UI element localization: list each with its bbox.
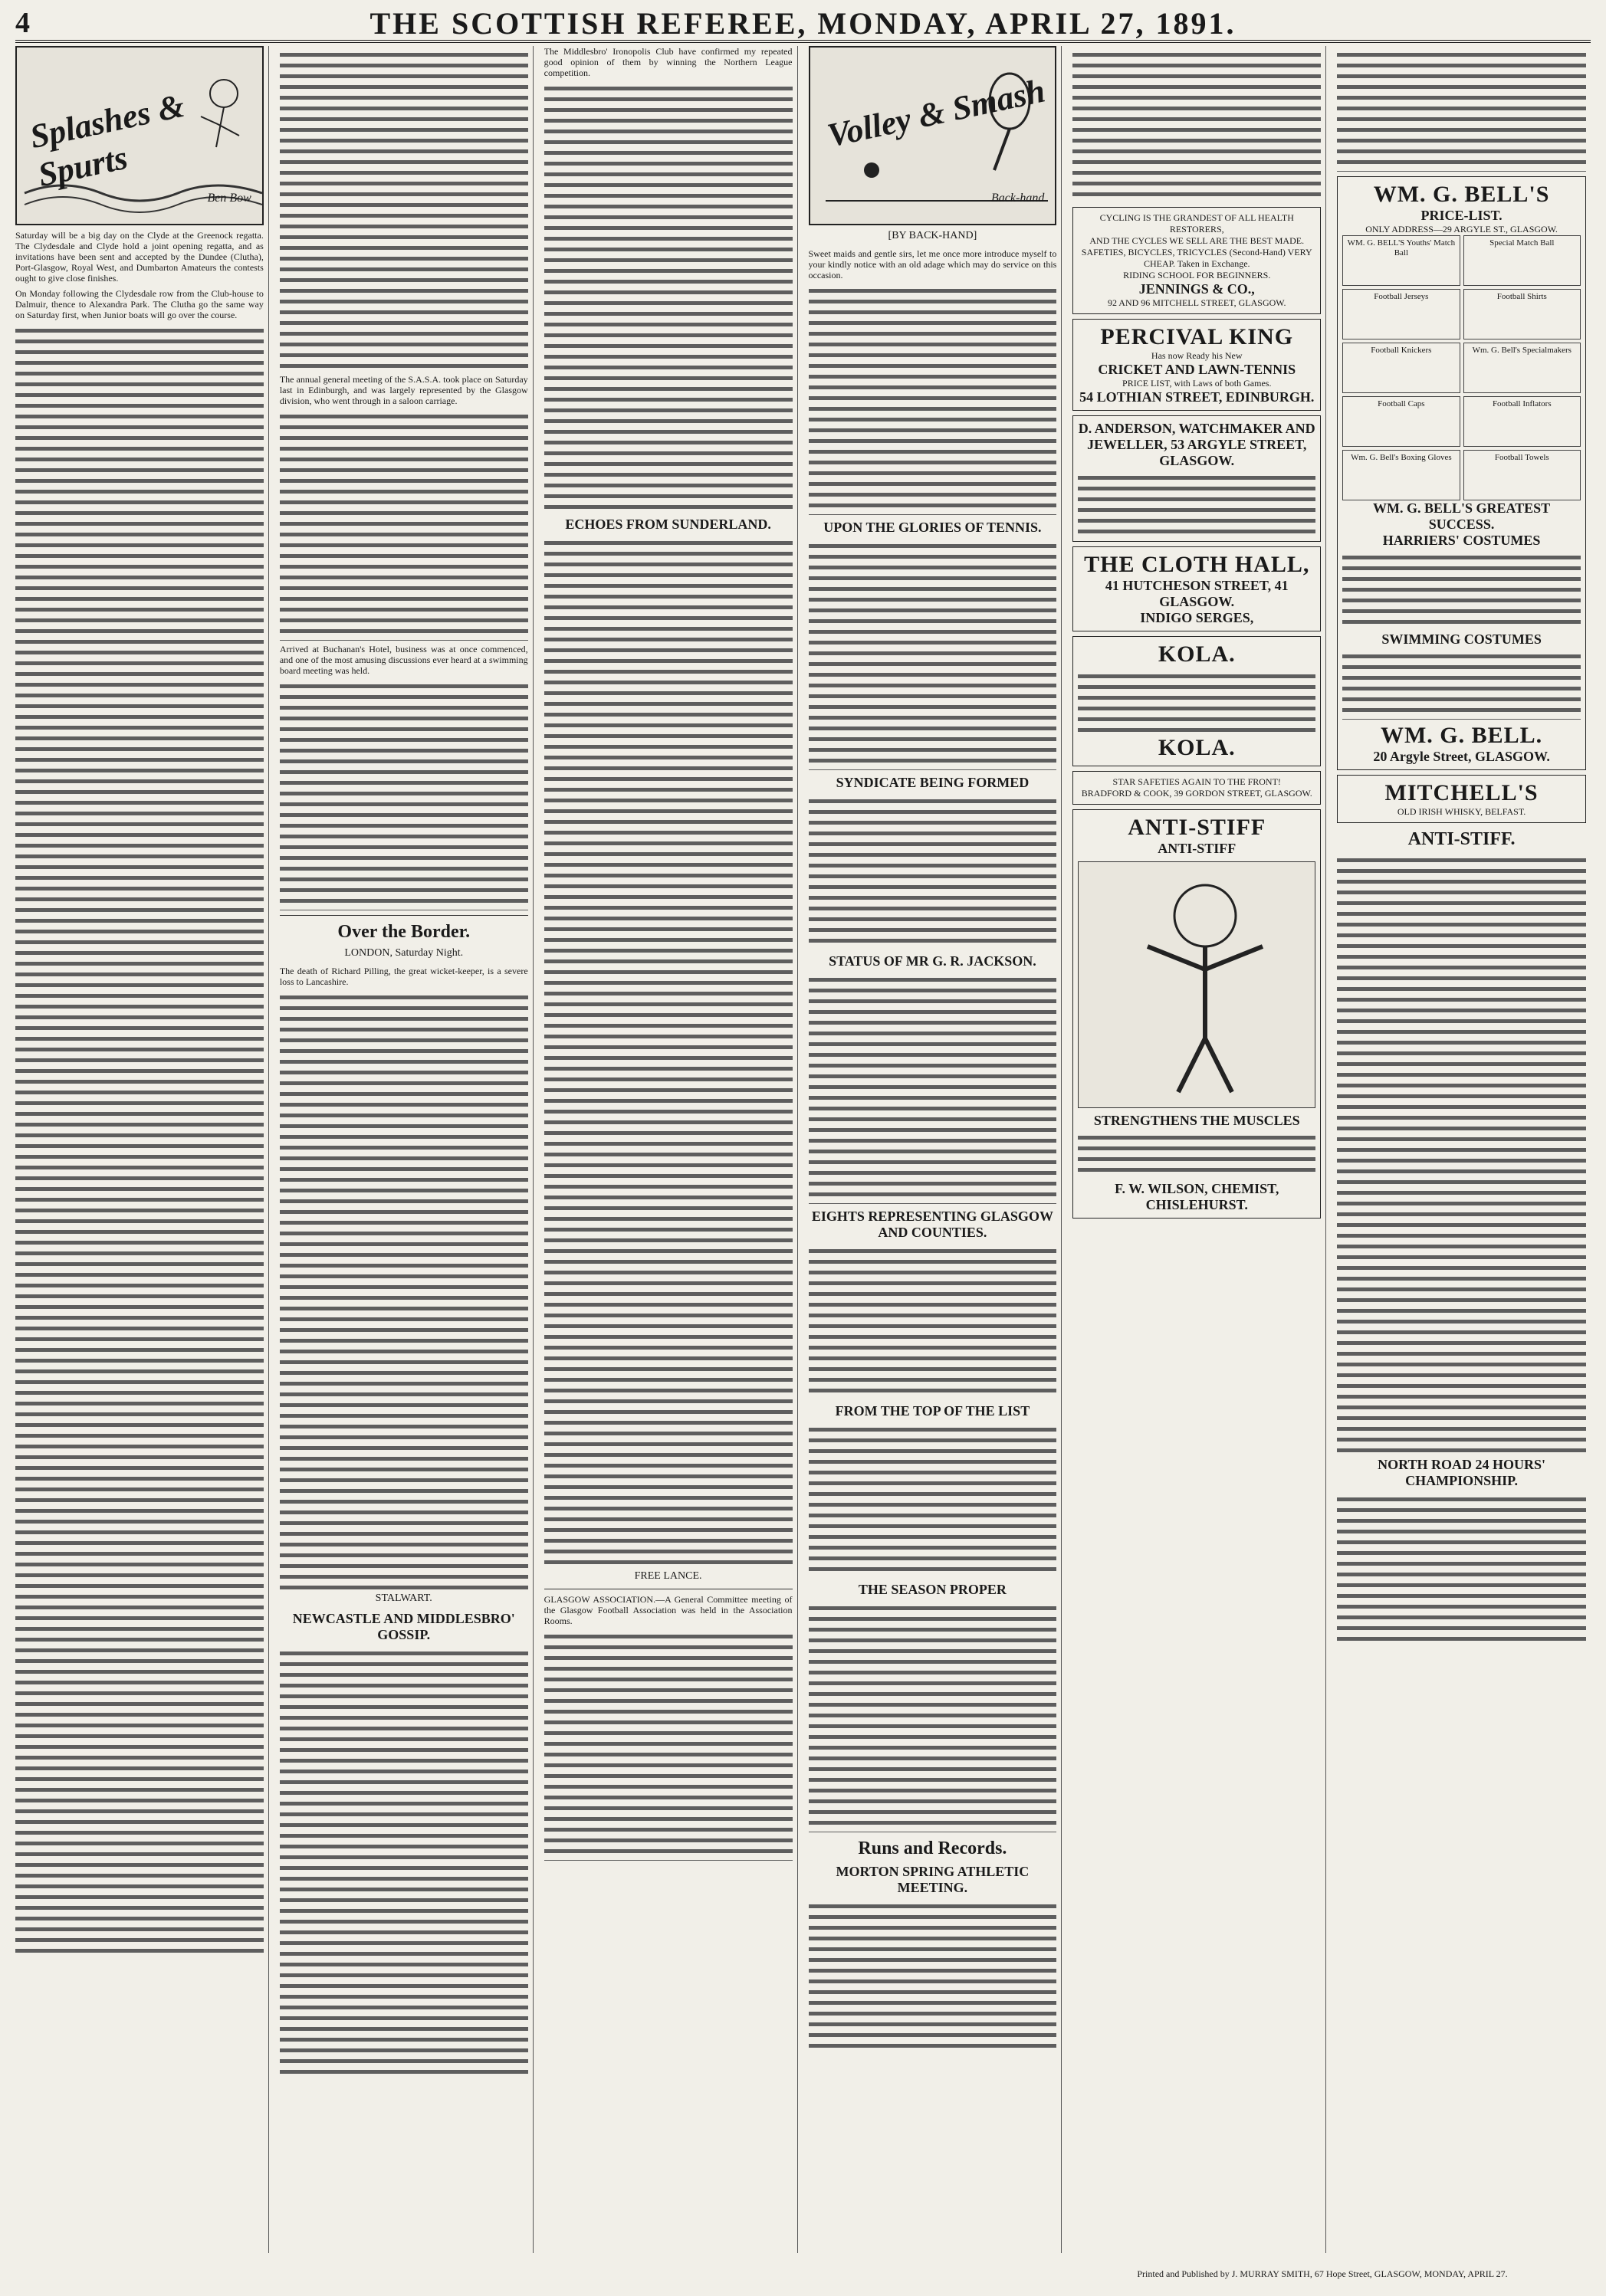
section-headline: Runs and Records. [858,1838,1007,1858]
paragraph: Arrived at Buchanan's Hotel, business was at once commenced, and one of the most amusing discussions ever heard at a swimming board meeting was held. [279,644,528,676]
price-cell: Football Knickers [1342,343,1460,393]
body-text-block [280,681,528,910]
body-text-block [809,1245,1057,1399]
percival-king-advert [1072,319,1321,411]
ad-headline: KOLA. [1158,641,1236,667]
columns [15,46,1591,2253]
body-text-block [280,992,528,1589]
column-6 [1337,46,1591,2253]
vignette-title: Splashes & Spurts [26,86,188,195]
subheading: EIGHTS REPRESENTING GLASGOW AND COUNTIES. [811,1209,1053,1240]
body-text-block [809,285,1057,515]
ad-line: PRICE LIST, with Laws of both Games. [1122,378,1272,389]
vignette-signature: Ben Bow [207,192,251,205]
subheading: NORTH ROAD 24 HOURS' CHAMPIONSHIP. [1378,1457,1546,1488]
ad-text-block [1078,472,1315,533]
splashes-vignette [15,46,264,225]
imprint: Printed and Published by J. MURRAY SMITH, 67 Hope Street, GLASGOW, MONDAY, APRIL 27. [1137,2268,1508,2279]
paragraph: GLASGOW ASSOCIATION.—A General Committee meeting of the Glasgow Football Association was held in the Association Rooms. [544,1594,793,1626]
dateline: LONDON, Saturday Night. [344,947,464,959]
byline: [BY BACK-HAND] [888,230,977,241]
body-text-block [280,49,528,371]
advertiser-name: MITCHELL'S [1384,780,1539,805]
subheading: THE SEASON PROPER [858,1582,1007,1597]
price-cell: Wm. G. Bell's Specialmakers [1463,343,1581,393]
price-cell: Football Shirts [1463,289,1581,339]
page-number: 4 [15,7,30,39]
lead-paragraph: Saturday will be a big day on the Clyde at the Greenock regatta. The Clydesdale and Clyde hold a joint opening regatta, and as invitations have been sent and accepted by the Dundee (Clutha), Port-Glasgow, Royal West, and Dumbarton Amateurs the contests ought to give close finishes. [15,230,264,284]
masthead [15,6,1591,43]
kola-advert [1072,636,1321,766]
advertiser-name: PERCIVAL KING [1100,324,1294,349]
column-5 [1072,46,1326,2253]
ad-text-block [1078,1132,1315,1178]
ad-text-block [1078,671,1315,732]
vignette-signature: Back-hand [991,192,1045,205]
subheading: SYNDICATE BEING FORMED [836,775,1030,790]
subheading: FROM THE TOP OF THE LIST [835,1403,1030,1419]
advertiser-name: D. ANDERSON, WATCHMAKER AND JEWELLER, 53 ARGYLE STREET, GLASGOW. [1078,421,1315,468]
paragraph: On Monday following the Clydesdale row from the Club-house to Dalmuir, thence to Alexandra Park. The Clutha go the same way on Saturday first, when Junior boats will go over the course. [15,288,264,320]
paragraph: The annual general meeting of the S.A.S.A. took place on Saturday last in Edinburgh, and was largely represented by the Glasgow division, who went through in a saloon carriage. [279,374,528,406]
column-2 [280,46,534,2253]
body-text-block [809,540,1057,770]
body-text-block [15,1527,264,1956]
advertiser-address: BRADFORD & COOK, 39 GORDON STREET, GLASGOW. [1081,788,1312,799]
body-text-block [809,1602,1057,1832]
bell-price-list [1337,176,1586,770]
ad-headline: KOLA. [1158,735,1236,760]
ad-caption: STRENGTHENS THE MUSCLES [1093,1113,1300,1128]
section-headline: ANTI-STIFF. [1407,829,1516,849]
advertiser-name: THE CLOTH HALL, [1084,552,1310,577]
anti-stiff-advert [1072,809,1321,1219]
star-safeties-advert [1072,771,1321,805]
signature: FREE LANCE. [634,1570,702,1582]
ad-headline: STAR SAFETIES AGAIN TO THE FRONT! [1112,776,1281,787]
advertiser-name: WM. G. BELL. [1380,723,1543,748]
body-text-block [15,926,264,1524]
ad-line: OLD IRISH WHISKY, BELFAST. [1397,806,1526,817]
mitchells-whisky-advert [1337,775,1586,823]
strongman-illustration [1078,861,1315,1108]
body-text-block [544,83,793,512]
price-cell: WM. G. BELL'S Youths' Match Ball [1342,235,1460,286]
body-text-block [280,411,528,641]
ad-line: AND THE CYCLES WE SELL ARE THE BEST MADE. [1089,235,1305,246]
paragraph: Sweet maids and gentle sirs, let me once more introduce myself to your kindly notice with an old adage which may do service on this occasion. [808,248,1057,280]
column-3 [544,46,798,2253]
ad-line: SAFETIES, BICYCLES, TRICYCLES (Second-Hand) VERY CHEAP. Taken in Exchange. [1081,247,1312,269]
body-text-block [1072,49,1321,202]
subheading: STATUS OF MR G. R. JACKSON. [829,953,1036,969]
cloth-hall-advert [1072,546,1321,631]
body-text-block [544,537,793,1135]
ad-headline: HARRIERS' COSTUMES [1382,533,1541,548]
body-text-block [280,1648,528,2077]
advertiser-name: F. W. WILSON, CHEMIST, CHISLEHURST. [1115,1181,1279,1212]
ad-headline: SWIMMING COSTUMES [1381,631,1542,647]
ad-headline: INDIGO SERGES, [1140,610,1254,625]
column-1 [15,46,269,2253]
volley-vignette [809,46,1057,225]
body-text-block [809,1424,1057,1577]
body-text-block [809,1901,1057,2054]
body-text-block [809,795,1057,949]
advertiser-address: 92 AND 96 MITCHELL STREET, GLASGOW. [1107,297,1286,308]
price-cell: Wm. G. Bell's Boxing Gloves [1342,450,1460,500]
subheading: MORTON SPRING ATHLETIC MEETING. [836,1864,1030,1895]
column-4 [809,46,1062,2253]
body-text-block [1337,49,1586,172]
ad-headline: ANTI-STIFF [1128,815,1266,840]
jeweller-advert [1072,415,1321,542]
ad-headline: PRICE-LIST. [1420,208,1503,223]
subheading: UPON THE GLORIES OF TENNIS. [823,520,1042,535]
body-text-block [1337,854,1586,1452]
price-grid [1342,235,1581,500]
subheading: ECHOES FROM SUNDERLAND. [565,517,771,532]
ad-headline: ANTI-STIFF [1158,841,1237,856]
paragraph: The death of Richard Pilling, the great wicket-keeper, is a severe loss to Lancashire. [279,966,528,987]
signature: STALWART. [375,1592,432,1604]
vignette-title: Volley & Smash [823,71,1048,155]
price-cell: Football Inflators [1463,396,1581,447]
newspaper-title: THE SCOTTISH REFEREE, MONDAY, APRIL 27, 1891. [369,5,1237,41]
cycling-advert [1072,207,1321,314]
advertiser-name: WM. G. BELL'S [1373,182,1550,207]
advertiser-name: JENNINGS & CO., [1138,281,1255,297]
advertiser-address: 41 HUTCHESON STREET, 41 GLASGOW. [1105,578,1289,609]
ad-line: RIDING SCHOOL FOR BEGINNERS. [1123,270,1271,280]
body-text-block [1337,1494,1586,1647]
body-text-block [809,974,1057,1204]
ad-text-block [1342,552,1581,628]
advertiser-address: 54 LOTHIAN STREET, EDINBURGH. [1079,389,1315,405]
price-cell: Special Match Ball [1463,235,1581,286]
advertiser-address: ONLY ADDRESS—29 ARGYLE ST., GLASGOW. [1365,224,1558,235]
price-cell: Football Jerseys [1342,289,1460,339]
ad-line: Has now Ready his New [1151,350,1243,361]
ad-line: CYCLING IS THE GRANDEST OF ALL HEALTH RESTORERS, [1099,212,1294,235]
body-text-block [544,1138,793,1567]
body-text-block [544,1631,793,1861]
ad-headline: WM. G. BELL'S GREATEST SUCCESS. [1372,500,1551,532]
section-headline: Over the Border. [337,922,471,942]
ad-text-block [1342,651,1581,720]
advertiser-address: 20 Argyle Street, GLASGOW. [1373,749,1550,764]
body-text-block [15,325,264,923]
subheading: NEWCASTLE AND MIDDLESBRO' GOSSIP. [292,1611,515,1642]
ad-headline: CRICKET AND LAWN-TENNIS [1098,362,1296,377]
price-cell: Football Caps [1342,396,1460,447]
price-cell: Football Towels [1463,450,1581,500]
paragraph: The Middlesbro' Ironopolis Club have confirmed my repeated good opinion of them by winning the Northern League competition. [544,46,793,78]
